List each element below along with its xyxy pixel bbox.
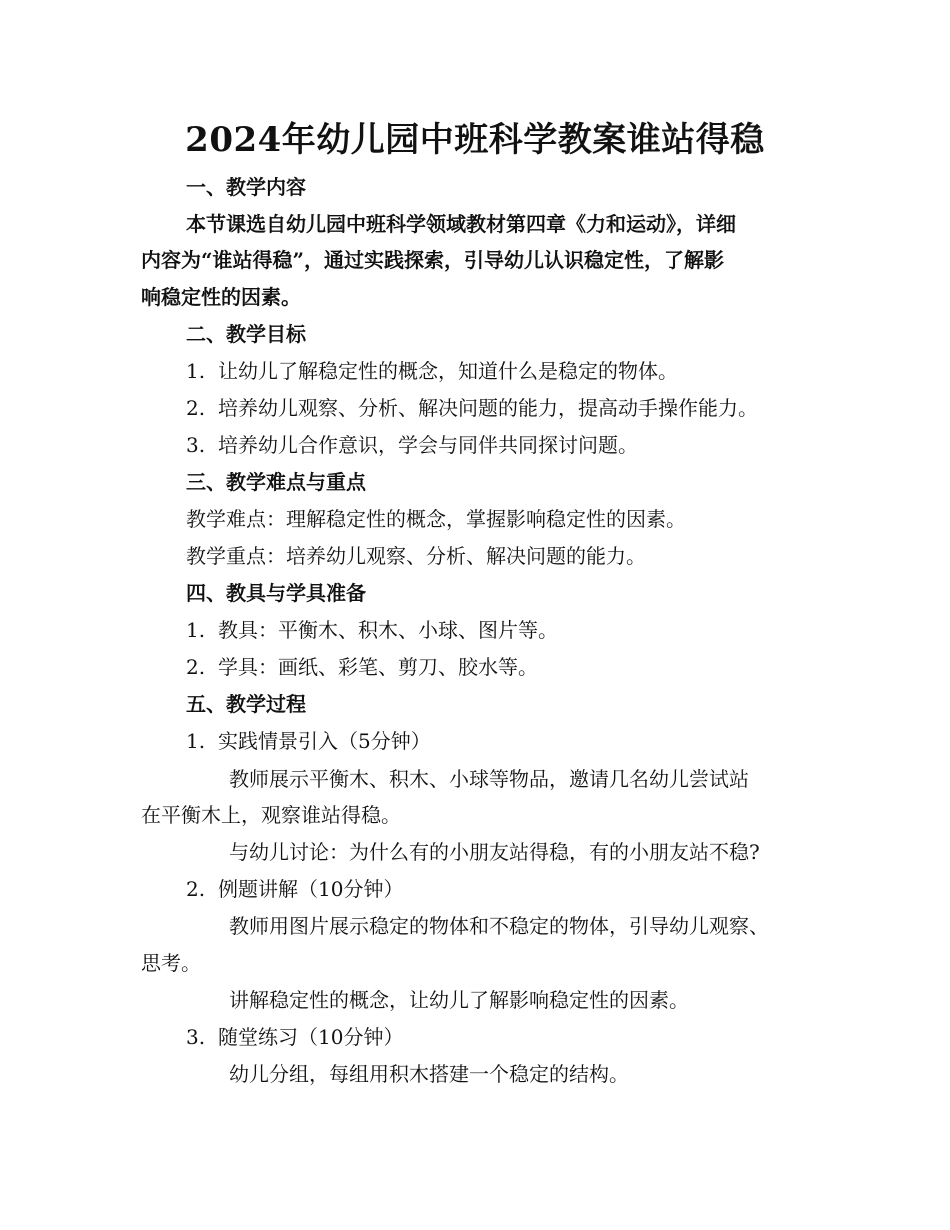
document-title: 2024年幼儿园中班科学教案谁站得稳 [185, 120, 765, 160]
process-paragraph-line: 在平衡木上，观察谁站得稳。 [141, 803, 401, 827]
goal-number: 1. [186, 359, 206, 383]
process-paragraph-line: 思考。 [141, 951, 201, 975]
section-heading-difficulty: 三、教学难点与重点 [186, 470, 366, 494]
goal-text: 让幼儿了解稳定性的概念，知道什么是稳定的物体。 [218, 359, 678, 383]
goal-item [186, 433, 638, 457]
section-heading-materials: 四、教具与学具准备 [186, 581, 366, 605]
section-heading-process: 五、教学过程 [186, 692, 306, 716]
step-number: 1. [186, 729, 206, 753]
content-paragraph-line: 响稳定性的因素。 [141, 285, 301, 309]
process-paragraph-line: 与幼儿讨论：为什么有的小朋友站得稳，有的小朋友站不稳? [229, 840, 760, 864]
process-paragraph-line: 幼儿分组，每组用积木搭建一个稳定的结构。 [229, 1062, 629, 1086]
process-step-title [186, 1025, 403, 1049]
materials-number: 2. [186, 655, 206, 679]
materials-item [186, 618, 558, 642]
process-step-title [186, 877, 403, 901]
goal-item [186, 359, 678, 383]
content-paragraph-line: 内容为“谁站得稳”，通过实践探索，引导幼儿认识稳定性，了解影 [141, 248, 725, 272]
goal-text: 培养幼儿合作意识，学会与同伴共同探讨问题。 [218, 433, 638, 457]
step-number: 2. [186, 877, 206, 901]
process-paragraph-line: 讲解稳定性的概念，让幼儿了解影响稳定性的因素。 [229, 988, 689, 1012]
step-title-text: 例题讲解（10分钟） [218, 877, 404, 901]
materials-text: 学具：画纸、彩笔、剪刀、胶水等。 [218, 655, 538, 679]
step-title-text: 实践情景引入（5分钟） [218, 729, 431, 753]
process-paragraph-line: 教师用图片展示稳定的物体和不稳定的物体，引导幼儿观察、 [229, 914, 769, 938]
goal-text: 培养幼儿观察、分析、解决问题的能力，提高动手操作能力。 [218, 396, 758, 420]
difficulty-text: 教学难点：理解稳定性的概念，掌握影响稳定性的因素。 [186, 507, 686, 531]
process-step-title [186, 729, 431, 753]
process-paragraph-line: 教师展示平衡木、积木、小球等物品，邀请几名幼儿尝试站 [229, 767, 749, 791]
section-heading-goals: 二、教学目标 [186, 322, 306, 346]
step-title-text: 随堂练习（10分钟） [218, 1025, 404, 1049]
step-number: 3. [186, 1025, 206, 1049]
materials-item [186, 655, 538, 679]
content-paragraph-line: 本节课选自幼儿园中班科学领域教材第四章《力和运动》，详细 [186, 212, 736, 236]
goal-item [186, 396, 758, 420]
materials-number: 1. [186, 618, 206, 642]
key-point-text: 教学重点：培养幼儿观察、分析、解决问题的能力。 [186, 544, 646, 568]
goal-number: 3. [186, 433, 206, 457]
section-heading-content: 一、教学内容 [186, 175, 306, 199]
materials-text: 教具：平衡木、积木、小球、图片等。 [218, 618, 558, 642]
goal-number: 2. [186, 396, 206, 420]
